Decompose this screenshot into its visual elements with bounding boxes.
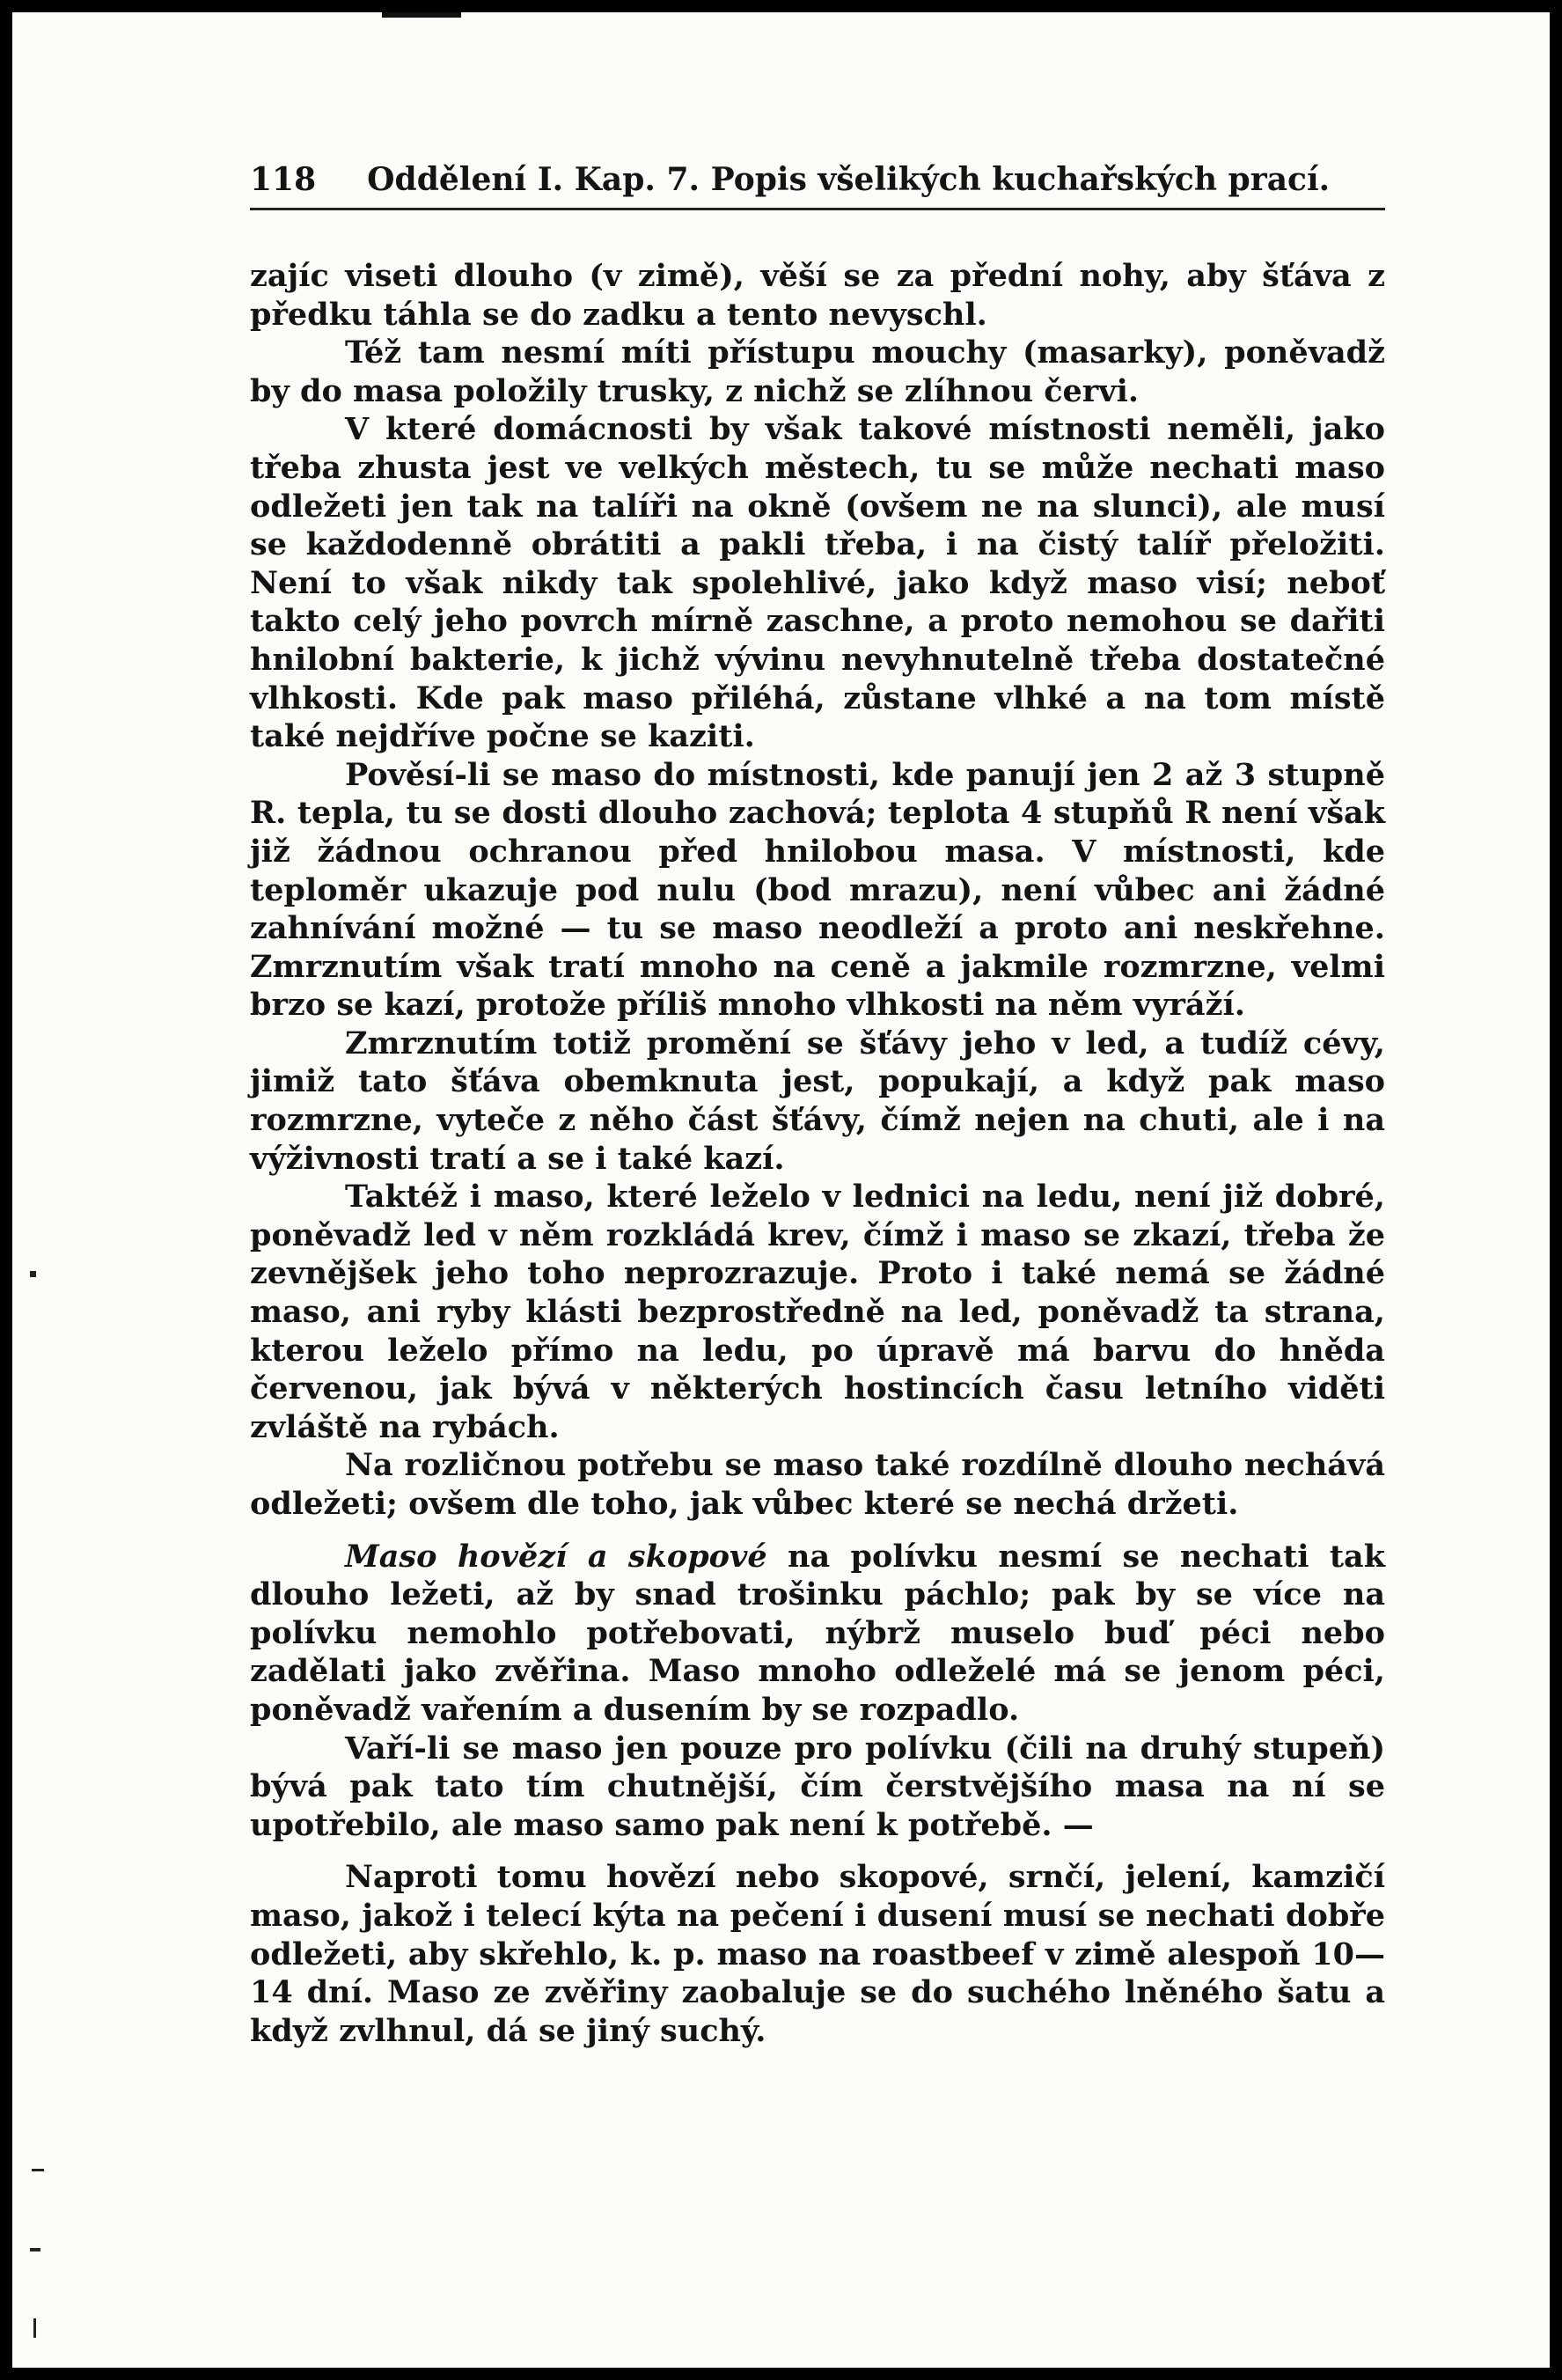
speck — [30, 2248, 40, 2251]
italic-run-in: Maso hovězí a skopové — [345, 1538, 767, 1575]
speck — [33, 2318, 36, 2338]
book-page — [12, 12, 1550, 2368]
page-number: 118 — [250, 161, 317, 198]
text-body — [250, 257, 1385, 2050]
running-title: Oddělení I. Kap. 7. Popis všelikých kuchařských prací. — [367, 161, 1331, 198]
scan-edge-mark — [382, 12, 461, 18]
paragraph-rest: na polívku nesmí se nechati tak dlouho ležeti, až by snad trošinku páchlo; pak by se více na polívku nemohlo potřebovati, nýbrž muselo buď péci nebo zadělati jako zvěřina. Maso mnoho odleželé má se jenom péci, poněvadž vařením a dusením by se rozpadlo. — [250, 1538, 1385, 1728]
paragraph: Též tam nesmí míti přístupu mouchy (masarky), poněvadž by do masa položily trusky, z nichž se zlíhnou červi. — [250, 334, 1385, 409]
paragraph: Pověsí-li se maso do místnosti, kde panují jen 2 až 3 stupně R. tepla, tu se dosti dlouho zachová; teplota 4 stupňů R není však již žádnou ochranou před hnilobou masa. V místnosti, kde teploměr ukazuje pod nulu (bod mrazu), není vůbec ani žádné zahnívání možné — tu se maso neodleží a proto ani neskřehne. Zmrznutím však tratí mnoho na ceně a jakmile rozmrzne, velmi brzo se kazí, protože příliš mnoho vlhkosti na něm vyráží. — [250, 756, 1385, 1024]
paragraph: Vaří-li se maso jen pouze pro polívku (čili na druhý stupeň) bývá pak tato tím chutnější, čím čerstvějšího masa na ní se upotřebilo, ale maso samo pak není k potřebě. — — [250, 1730, 1385, 1843]
running-header — [250, 160, 1385, 210]
paragraph: zajíc viseti dlouho (v zimě), věší se za přední nohy, aby šťáva z předku táhla se do zadku a tento nevyschl. — [250, 258, 1385, 333]
speck — [32, 2169, 44, 2171]
paragraph: Zmrznutím totiž promění se šťávy jeho v led, a tudíž cévy, jimiž tato šťáva obemknuta jest, popukají, a když pak maso rozmrzne, vyteče z něho část šťávy, čímž nejen na chuti, ale i na výživnosti tratí a se i také kazí. — [250, 1025, 1385, 1177]
paragraph-maso — [250, 1538, 1385, 1730]
paragraph: Taktéž i maso, které leželo v lednici na ledu, není již dobré, poněvadž led v něm rozkládá krev, čímž i maso se zkazí, třeba že zevnějšek jeho toho neprozrazuje. Proto i také nemá se žádné maso, ani ryby klásti bezprostředně na led, poněvadž ta strana, kterou leželo přímo na ledu, po úpravě má barvu do hněda červenou, jak bývá v některých hostincích času letního viděti zvláště na rybách. — [250, 1179, 1385, 1445]
margin-specks — [12, 12, 65, 2368]
speck — [30, 1271, 36, 1277]
paragraph: Naproti tomu hovězí nebo skopové, srnčí, jelení, kamzičí maso, jakož i telecí kýta na pečení i dusení musí se nechati dobře odležeti, aby skřehlo, k. p. maso na roastbeef v zimě alespoň 10—14 dní. Maso ze zvěřiny zaobaluje se do suchého lněného šatu a když zvlhnul, dá se jiný suchý. — [250, 1859, 1385, 2049]
paragraph: Na rozličnou potřebu se maso také rozdílně dlouho nechává odležeti; ovšem dle toho, jak vůbec které se nechá držeti. — [250, 1447, 1385, 1522]
paragraph: V které domácnosti by však takové místnosti neměli, jako třeba zhusta jest ve velkých městech, tu se může nechati maso odležeti jen tak na talíři na okně (ovšem ne na slunci), ale musí se každodenně obrátiti a pakli třeba, i na čistý talíř přeložiti. Není to však nikdy tak spolehlivé, jako když maso visí; neboť takto celý jeho povrch mírně zaschne, a proto nemohou se dařiti hnilobní bakterie, k jichž vývinu nevyhnutelně třeba dostatečné vlhkosti. Kde pak maso přiléhá, zůstane vlhké a na tom místě také nejdříve počne se kaziti. — [250, 411, 1385, 755]
